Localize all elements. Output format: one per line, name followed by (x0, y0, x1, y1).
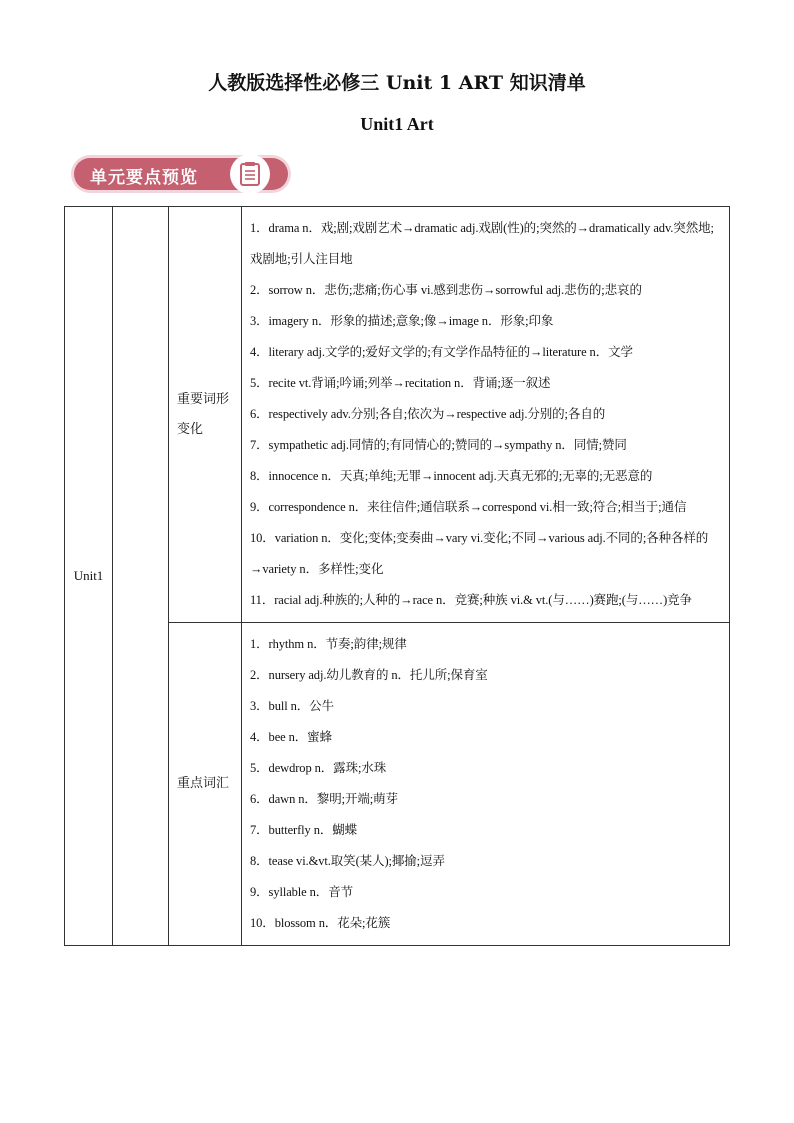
category-cell: 重点词汇 (169, 623, 242, 946)
list-item: 6．dawn n．黎明;开端;萌芽 (250, 792, 398, 806)
document-list-icon (230, 154, 270, 194)
list-item: 8．tease vi.&vt.取笑(某人);揶揄;逗弄 (250, 854, 445, 868)
banner-label: 单元要点预览 (90, 168, 198, 188)
list-item: 5．dewdrop n．露珠;水珠 (250, 761, 387, 775)
list-item: 7．sympathetic adj.同情的;有同情心的;赞同的→sympathy n．同情;赞同 (250, 438, 627, 452)
list-item: 4．bee n．蜜蜂 (250, 730, 332, 744)
list-item: 10．variation n．变化;变体;变奏曲→vary vi.变化;不同→various adj.不同的;各种各样的→variety n．多样性;变化 (250, 531, 709, 576)
category-cell: 重要词形变化 (169, 207, 242, 623)
document-subtitle: Unit1 Art (360, 114, 434, 134)
list-item: 8．innocence n．天真;单纯;无罪→innocent adj.天真无邪的;无辜的;无恶意的 (250, 469, 653, 483)
entries-cell (242, 623, 730, 946)
list-item: 6．respectively adv.分别;各自;依次为→respective adj.分别的;各自的 (250, 407, 606, 421)
document-title: 人教版选择性必修三 Unit 1 ART 知识清单 (208, 72, 586, 94)
list-item: 4．literary adj.文学的;爱好文学的;有文学作品特征的→literature n．文学 (250, 345, 633, 359)
list-item: 1．drama n．戏;剧;戏剧艺术→dramatic adj.戏剧(性)的;突然的→dramatically adv.突然地;戏剧地;引人注目地 (250, 221, 714, 266)
list-item: 9．correspondence n．来往信件;通信联系→correspond vi.相一致;符合;相当于;通信 (250, 500, 687, 514)
list-item: 7．butterfly n．蝴蝶 (250, 823, 358, 837)
list-item: 3．imagery n．形象的描述;意象;像→image n．形象;印象 (250, 314, 554, 328)
table-row (65, 207, 730, 623)
list-item: 11．racial adj.种族的;人种的→race n．竞赛;种族 vi.& vt.(与……)赛跑;(与……)竞争 (250, 593, 692, 607)
list-item: 10．blossom n．花朵;花簇 (250, 916, 391, 930)
list-item: 2．sorrow n．悲伤;悲痛;伤心事 vi.感到悲伤→sorrowful adj.悲伤的;悲哀的 (250, 283, 642, 297)
unit-cell: Unit1 (65, 207, 113, 946)
section-banner (74, 158, 288, 190)
list-item: 1．rhythm n．节奏;韵律;规律 (250, 637, 407, 651)
entries-cell (242, 207, 730, 623)
list-item: 5．recite vt.背诵;吟诵;列举→recitation n．背诵;逐一叙述 (250, 376, 551, 390)
empty-cell (113, 207, 169, 946)
list-item: 3．bull n．公牛 (250, 699, 334, 713)
list-item: 2．nursery adj.幼儿教育的 n．托儿所;保育室 (250, 668, 488, 682)
list-item: 9．syllable n．音节 (250, 885, 354, 899)
knowledge-table (64, 206, 730, 946)
